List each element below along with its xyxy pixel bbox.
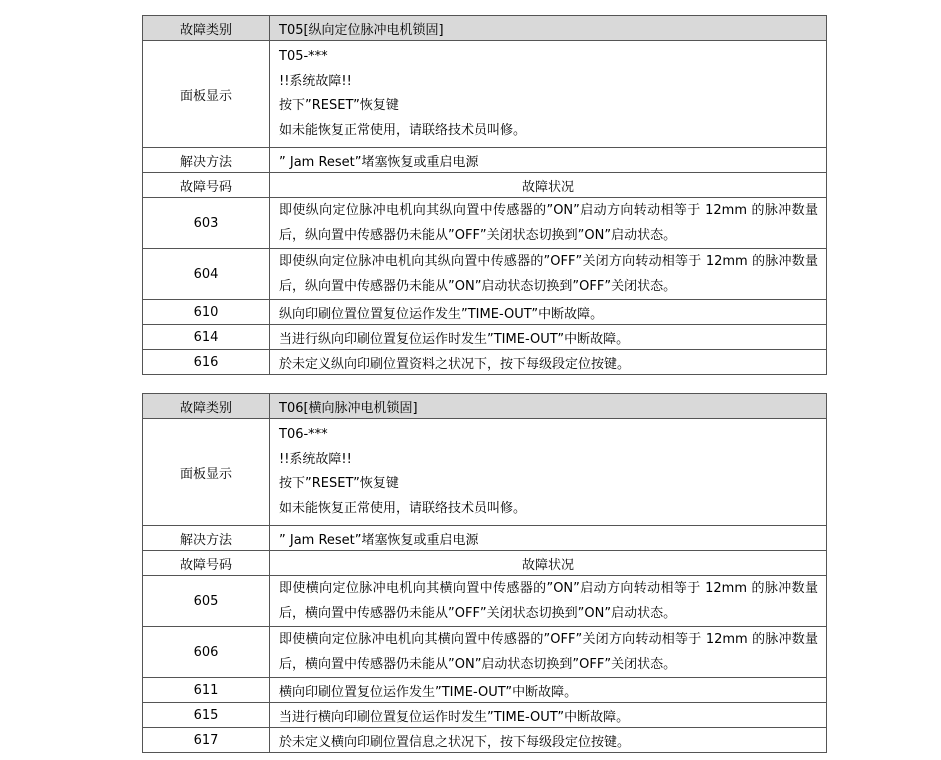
table-row	[143, 678, 827, 703]
solution-value: ” Jam Reset”堵塞恢复或重启电源	[270, 526, 827, 551]
table-row	[143, 325, 827, 350]
panel-line-contact: 如未能恢复正常使用，请联络技术员叫修。	[279, 500, 527, 516]
panel-line-code: T05-***	[279, 49, 328, 64]
panel-row	[143, 419, 827, 526]
column-header-row	[143, 551, 827, 576]
fault-code: 611	[143, 678, 270, 703]
fault-code: 606	[143, 627, 270, 678]
code-header: 故障号码	[143, 551, 270, 576]
fault-status: 於未定义横向印刷位置信息之状况下，按下每级段定位按键。	[270, 728, 827, 753]
solution-value: ” Jam Reset”堵塞恢复或重启电源	[270, 148, 827, 173]
status-header: 故障状况	[270, 551, 827, 576]
fault-code: 603	[143, 198, 270, 249]
table-row	[143, 300, 827, 325]
fault-table-t06	[142, 393, 827, 753]
panel-display	[270, 419, 827, 526]
panel-label: 面板显示	[143, 419, 270, 526]
fault-status: 即使纵向定位脉冲电机向其纵向置中传感器的”ON”启动方向转动相等于 12mm 的脉冲数量后，纵向置中传感器仍未能从”OFF”关闭状态切换到”ON”启动状态。	[279, 203, 818, 243]
code-header: 故障号码	[143, 173, 270, 198]
panel-line-reset: 按下”RESET”恢复键	[279, 98, 399, 113]
panel-line-code: T06-***	[279, 427, 328, 442]
fault-code: 610	[143, 300, 270, 325]
category-label: 故障类别	[143, 16, 270, 41]
fault-status: 即使纵向定位脉冲电机向其纵向置中传感器的”OFF”关闭方向转动相等于 12mm 的脉冲数量后，纵向置中传感器仍未能从”ON”启动状态切换到”OFF”关闭状态。	[279, 254, 818, 294]
fault-status: 即使横向定位脉冲电机向其横向置中传感器的”OFF”关闭方向转动相等于 12mm 的脉冲数量后，横向置中传感器仍未能从”ON”启动状态切换到”OFF”关闭状态。	[279, 632, 818, 672]
category-label: 故障类别	[143, 394, 270, 419]
table-row	[143, 576, 827, 627]
table-row	[143, 350, 827, 375]
fault-status: 当进行横向印刷位置复位运作时发生”TIME-OUT”中断故障。	[270, 703, 827, 728]
fault-table-t05	[142, 15, 827, 375]
fault-code: 604	[143, 249, 270, 300]
fault-code: 616	[143, 350, 270, 375]
fault-code: 614	[143, 325, 270, 350]
category-value: T05[纵向定位脉冲电机锁固]	[270, 16, 827, 41]
panel-display	[270, 41, 827, 148]
category-row	[143, 394, 827, 419]
panel-line-error: !!系统故障!!	[279, 451, 352, 467]
solution-label: 解决方法	[143, 148, 270, 173]
panel-line-contact: 如未能恢复正常使用，请联络技术员叫修。	[279, 122, 527, 138]
table-row	[143, 703, 827, 728]
fault-status: 纵向印刷位置位置复位运作发生”TIME-OUT”中断故障。	[270, 300, 827, 325]
fault-code: 605	[143, 576, 270, 627]
table-row	[143, 627, 827, 678]
fault-status: 即使横向定位脉冲电机向其横向置中传感器的”ON”启动方向转动相等于 12mm 的脉冲数量后，横向置中传感器仍未能从”OFF”关闭状态切换到”ON”启动状态。	[279, 581, 818, 621]
status-header: 故障状况	[270, 173, 827, 198]
table-row	[143, 249, 827, 300]
category-row	[143, 16, 827, 41]
fault-code: 617	[143, 728, 270, 753]
solution-label: 解决方法	[143, 526, 270, 551]
panel-line-reset: 按下”RESET”恢复键	[279, 476, 399, 491]
fault-status: 於未定义纵向印刷位置资料之状况下，按下每级段定位按键。	[270, 350, 827, 375]
table-row	[143, 728, 827, 753]
panel-line-error: !!系统故障!!	[279, 73, 352, 89]
fault-status: 当进行纵向印刷位置复位运作时发生”TIME-OUT”中断故障。	[270, 325, 827, 350]
fault-code: 615	[143, 703, 270, 728]
panel-label: 面板显示	[143, 41, 270, 148]
fault-status: 横向印刷位置复位运作发生”TIME-OUT”中断故障。	[270, 678, 827, 703]
panel-row	[143, 41, 827, 148]
table-row	[143, 198, 827, 249]
category-value: T06[横向脉冲电机锁固]	[270, 394, 827, 419]
solution-row	[143, 148, 827, 173]
solution-row	[143, 526, 827, 551]
column-header-row	[143, 173, 827, 198]
